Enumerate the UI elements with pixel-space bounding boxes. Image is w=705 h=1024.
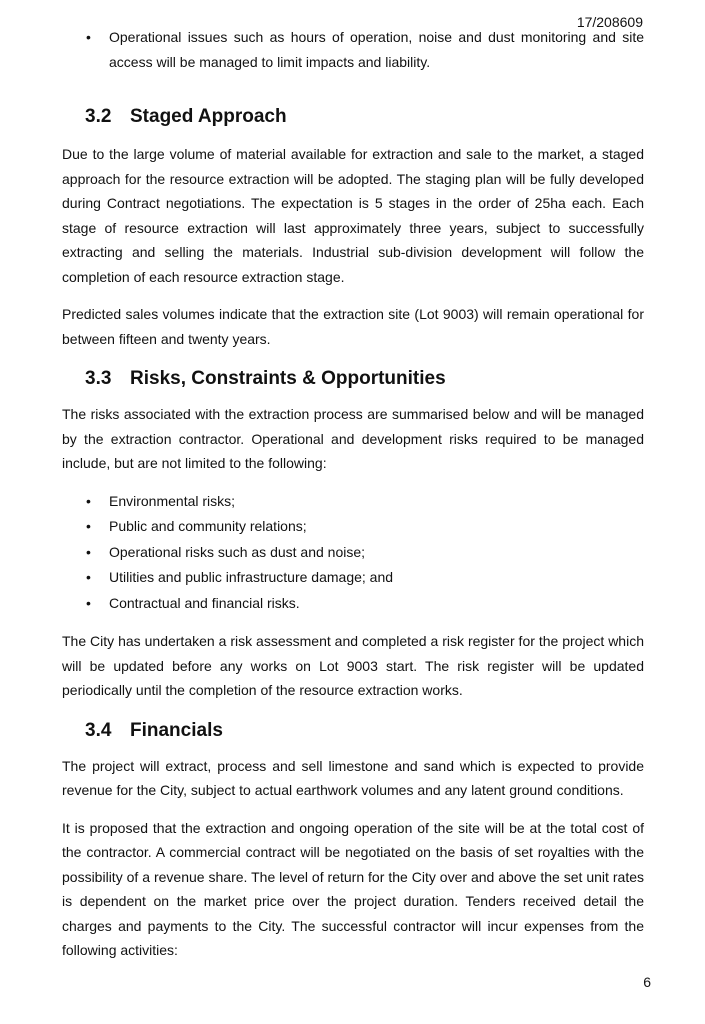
list-item-text: Operational issues such as hours of operation, noise and dust monitoring and site access will be managed to limit impacts and liability. — [109, 29, 644, 70]
list-item — [62, 565, 644, 591]
paragraph: The project will extract, process and sell limestone and sand which is expected to provide revenue for the City, subject to actual earthwork volumes and any latent ground conditions. — [62, 757, 644, 798]
page-number: 6 — [643, 974, 651, 990]
section-number: 3.4 — [85, 719, 112, 741]
paragraph: The City has undertaken a risk assessment and completed a risk register for the project which will be updated before any works on Lot 9003 start. The risk register will be updated periodically until the completion of the resource extraction works. — [62, 633, 644, 698]
paragraph: The risks associated with the extraction process are summarised below and will be managed by the extraction contractor. Operational and development risks required to be managed include, but are not limited to the following: — [62, 406, 644, 471]
section-title: Financials — [130, 719, 223, 741]
section-title: Staged Approach — [130, 106, 287, 127]
intro-bullet-list — [62, 25, 644, 74]
bullet-icon: • — [86, 492, 91, 509]
list-item — [62, 25, 644, 74]
bullet-icon: • — [86, 29, 91, 45]
document-reference: 17/208609 — [576, 14, 643, 30]
section-number: 3.2 — [85, 106, 112, 127]
section-heading-3-3 — [62, 367, 644, 391]
list-item — [62, 591, 644, 617]
section-number: 3.3 — [85, 368, 112, 389]
paragraph: It is proposed that the extraction and ongoing operation of the site will be at the total cost of the contractor. A commercial contract will be negotiated on the basis of set royalties with the possibility of a revenue share. The level of return for the City over and above the set unit rates is dependent on the market price over the project duration. Tenders received detail the charges and payments to the City. The successful contractor will incur expenses from the following activities: — [62, 819, 644, 958]
paragraph: Predicted sales volumes indicate that the extraction site (Lot 9003) will remain operational for between fifteen and twenty years. — [62, 306, 644, 347]
list-item — [62, 540, 644, 566]
list-item-text: Contractual and financial risks. — [109, 594, 300, 611]
bullet-icon: • — [86, 518, 91, 534]
paragraph: Due to the large volume of material available for extraction and sale to the market, a staged approach for the resource extraction will be adopted. The staging plan will be fully developed during Contract negotiations. The expectation is 5 stages in the order of 25ha each. Each stage of resource extraction will last approximately three years, subject to successfully extracting and selling the materials. Industrial sub-division development will follow the completion of each resource extraction stage. — [62, 146, 644, 285]
list-item — [62, 489, 644, 515]
bullet-icon: • — [86, 594, 91, 611]
section-heading-3-2 — [62, 105, 644, 129]
bullet-icon: • — [86, 569, 91, 585]
page-content — [62, 25, 644, 963]
section-heading-3-4 — [62, 719, 644, 743]
section-title: Risks, Constraints & Opportunities — [130, 368, 446, 389]
list-item — [62, 514, 644, 540]
list-item-text: Public and community relations; — [109, 518, 307, 534]
risks-bullet-list — [62, 489, 644, 617]
list-item-text: Operational risks such as dust and noise; — [109, 543, 366, 560]
list-item-text: Utilities and public infrastructure damage; and — [109, 569, 394, 585]
bullet-icon: • — [86, 543, 91, 560]
list-item-text: Environmental risks; — [109, 492, 236, 509]
